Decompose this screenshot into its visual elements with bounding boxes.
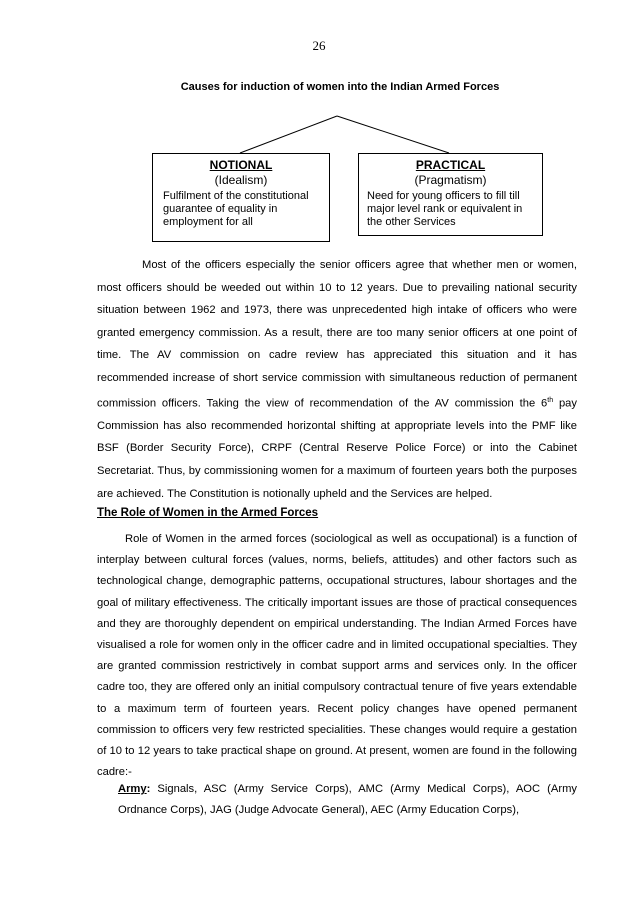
connector-line-right	[337, 116, 449, 153]
paragraph-officers-part1: Most of the officers especially the senior officers agree that whether men or women, most officers should be weeded out within 10 to 12 years. Due to prevailing national security situation between 1962 and 1973, there was unprecedented high intake of officers who were granted emergency commission. As a result, there are too many senior officers at one point of time. The AV commission on cadre review has appreciated this situation and it has recommended increase of short service commission with simultaneous reduction of permanent commission officers. Taking the view of recommendation of the AV commission the 6	[97, 259, 577, 410]
notional-box	[152, 153, 330, 242]
notional-body: Fulfilment of the constitutional guarantee of equality in employment for all	[163, 190, 309, 228]
paragraph-army	[118, 779, 577, 821]
notional-subheading: (Idealism)	[214, 173, 268, 187]
practical-subheading: (Pragmatism)	[414, 173, 487, 187]
practical-box	[358, 153, 543, 236]
paragraph-officers	[97, 254, 577, 505]
paragraph-officers-part2: pay Commission has also recommended horizontal shifting at appropriate levels into the PMF like BSF (Border Security Force), CRPF (Central Reserve Police Force) or into the Cabinet Secretariat. Thus, by commissioning women for a maximum of fourteen years both the purposes are achieved. The Constitution is notionally upheld and the Services are helped.	[97, 397, 577, 500]
paragraph-role-of-women: Role of Women in the armed forces (sociological as well as occupational) is a function of interplay between cultural forces (values, norms, beliefs, attitudes) and other factors such as technological change, demographic patterns, occupational structures, labour shortages and the goal of military effectiveness. The critically important issues are those of practical consequences and they are thoroughly dependent on empirical understanding. The Indian Armed Forces have visualised a role for women only in the officer cadre and in limited occupational specialties. They are granted commission restrictively in combat support arms and services only. In the officer cadre too, they are offered only an initial compulsory contractual tenure of five years extendable to a maximum term of fourteen years. Recent policy changes have opened permanent commission to officers very few restricted specialities. These changes would require a gestation of 10 to 12 years to take practical shape on ground. At present, women are found in the following cadre:-	[97, 533, 577, 779]
notional-heading: NOTIONAL	[209, 158, 273, 172]
ordinal-suffix: th	[547, 396, 554, 404]
practical-heading: PRACTICAL	[415, 158, 486, 172]
practical-body: Need for young officers to fill till major level rank or equivalent in the other Services	[367, 190, 523, 228]
diagram-title: Causes for induction of women into the Indian Armed Forces	[180, 81, 500, 93]
army-text: Signals, ASC (Army Service Corps), AMC (Army Medical Corps), AOC (Army Ordnance Corps), JAG (Judge Advocate General), AEC (Army Education Corps),	[118, 783, 577, 816]
page-number: 26	[312, 38, 326, 53]
connector-line-left	[240, 116, 337, 153]
army-colon: :	[146, 783, 151, 795]
diagram-connector	[0, 0, 638, 170]
section-heading: The Role of Women in the Armed Forces	[97, 507, 319, 519]
army-label: Army	[118, 783, 147, 795]
